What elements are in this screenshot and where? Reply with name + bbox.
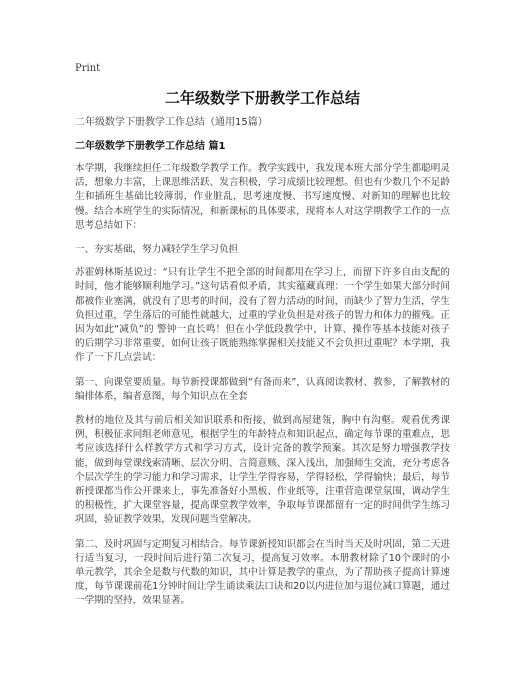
paragraph-quote: 苏霍姆林斯基说过：“只有让学生不把全部的时间都用在学习上，而留下许多自由支配的时间，他才能够顺利地学习。”这句话看似矛盾，其实蕴藏真理：一个学生如果大部分时间都被作业塞满，就没有了思考的时间，没有了智力活动的时间，而缺少了智力生活，学生负担过重，学生落后的可能性就越大，过重的学业负担是对孩子的智力和体力的摧残。正因为如此“减负”的 警钟一直长鸣！但在小学低段教学中，计算、操作等基本技能对孩子的后期学习非常重要，如何让孩子既能熟练掌握相关技能又不会负担过重呢？本学期，我作了一下几点尝试：: [75, 267, 450, 364]
paragraph-point-one-continued: 教材的地位及其与前后相关知识联系和衔接，做到高屋建瓴，胸中有沟壑。观看优秀课例，积极征求同组老师意见，根据学生的年龄特点和知识起点，确定每节课的重难点，思考应该选择什么样教学方式和学习方式，设计完备的教学预案。其次是努力增强教学技能，做到每堂课线索清晰、层次分明、言简意赅、深入浅出，加强师生交流，充分考虑各个层次学生的学习能力和学习需求，让学生学得容易，学得轻松，学得愉快；最后，每节新授课都当作公开课来上，事先准备好小黑板、作业纸等，注重营造课堂氛围，调动学生的积极性，扩大课堂容量，提高课堂教学效率，争取每节课都留有一定的时间供学生练习巩固，验证教学效果，发现问题当堂解决。: [75, 415, 450, 526]
page-title: 二年级数学下册教学工作总结: [164, 89, 360, 107]
paragraph-point-one: 第一、向课堂要质量。每节新授课都做到“有备而来”，认真阅读教材、教参，了解教材的编排体系，编者意图，每个知识点在全套: [75, 376, 450, 402]
paragraph-subheading: 一、夯实基础，努力减轻学生学习负担: [75, 244, 239, 256]
document-subtitle: 二年级数学下册教学工作总结（通用15篇）: [75, 117, 268, 128]
print-link[interactable]: Print: [75, 63, 101, 74]
section-heading: 二年级数学下册教学工作总结 篇1: [75, 141, 226, 152]
paragraph-point-two: 第二、及时巩固与定期复习相结合。每节课新授知识都会在当时当天及时巩固，第二天进行适当复习，一段时间后进行第二次复习，提高复习效率。本册教材除了10个课时的小单元教学，其余全是数与代数的知识，其中计算是教学的重点，为了帮助孩子提高计算速度，每节课课前花1分钟时间让学生诵读乘法口诀和20以内进位加与退位减口算题，通过一学期的坚持，效果显著。: [75, 538, 450, 607]
paragraph-intro: 本学期，我继续担任二年级数学教学工作。教学实践中，我发现本班大部分学生都聪明灵活，想象力丰富，上课思维活跃、发言积极，学习成绩比较理想。但也有少数几个不足龄生和插班生基础比较薄弱，作业脏乱，思考速度慢、书写速度慢、对新知的理解也比较慢。结合本班学生的实际情况，和新课标的具体要求，现将本人对这学期教学工作的一点思考总结如下：: [75, 163, 450, 231]
